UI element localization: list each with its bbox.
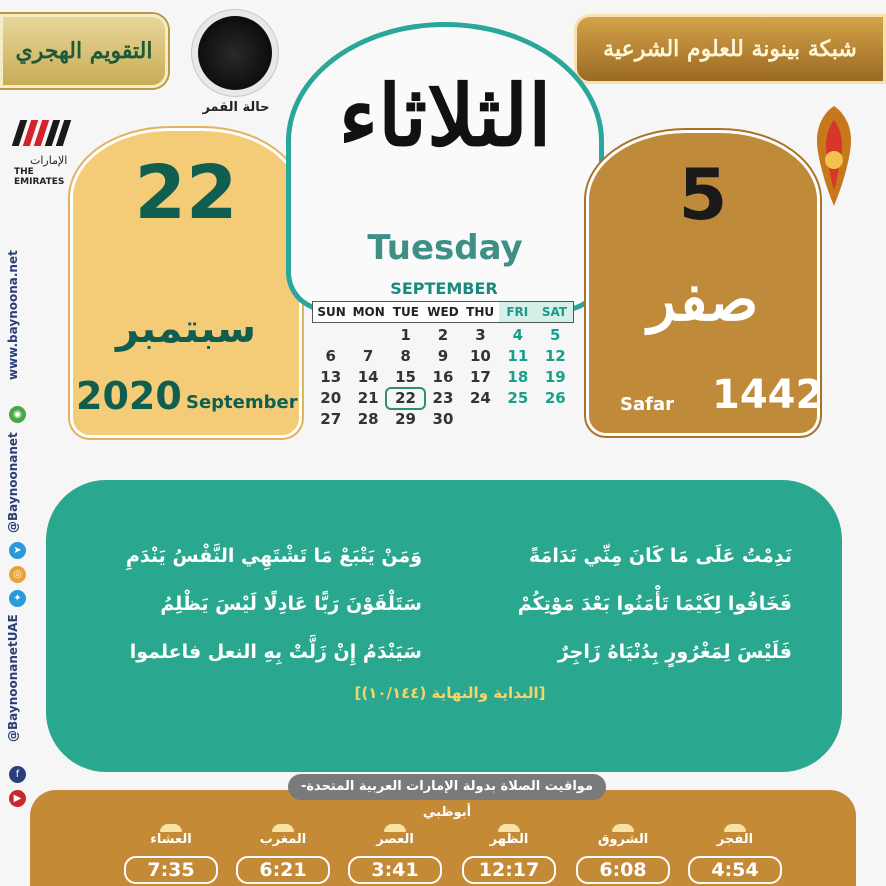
calendar-day-cell: 5 — [550, 326, 561, 344]
poem-right-column — [462, 532, 792, 676]
calendar-day-cell: 3 — [475, 326, 486, 344]
prayer-name: المغرب — [259, 832, 307, 847]
gregorian-day: 22 — [134, 150, 238, 236]
calendar-day-cell: 27 — [320, 410, 342, 428]
weekday-english: Tuesday — [367, 228, 523, 268]
calendar-day-cell: 30 — [432, 410, 454, 428]
calendar-weekday-label: TUE — [392, 305, 419, 319]
poem-verse: نَدِمْتُ عَلَى مَا كَانَ مِنِّي نَدَامَةً — [529, 545, 792, 567]
prayer-name: الفجر — [716, 832, 754, 847]
hijri-year: 1442 — [712, 372, 824, 418]
prayer-time: 6:21 — [236, 856, 330, 884]
calendar-day-cell: 20 — [320, 389, 342, 407]
calendar-weekday-header — [312, 301, 574, 323]
prayer-time: 3:41 — [348, 856, 442, 884]
calendar-day-cell — [349, 326, 386, 345]
calendar-weekday-label: MON — [352, 305, 385, 319]
calendar-day-cell: 13 — [320, 368, 342, 386]
calendar-day-cell: 28 — [357, 410, 379, 428]
hijri-month-arabic: صفر — [647, 266, 759, 334]
sun-icon — [498, 824, 520, 832]
prayer-time-item — [348, 824, 442, 884]
social-links-column — [6, 230, 30, 820]
gregorian-month-english: September — [186, 392, 298, 413]
prayer-time: 6:08 — [576, 856, 670, 884]
calendar-weekday-label: THU — [466, 305, 495, 319]
prayer-time-item — [576, 824, 670, 884]
site-name-text: شبكة بينونة للعلوم الشرعية — [603, 36, 857, 62]
calendar-day-cell: 29 — [395, 410, 416, 428]
poem-verse: فَلَيْسَ لِمَغْرُورٍ بِدُنْيَاهُ زَاجِرٌ — [557, 641, 792, 663]
prayer-name: الشروق — [597, 832, 649, 847]
calendar-day-cell: 18 — [507, 368, 529, 386]
poem-verse: سَيَنْدَمُ إِنْ زَلَّتْ بِهِ النعل فاعلموا — [129, 641, 422, 663]
prayer-name: الظهر — [489, 832, 529, 847]
gregorian-year: 2020 — [76, 374, 182, 418]
youtube-icon[interactable]: ▶ — [9, 790, 26, 807]
telegram-icon[interactable]: ➤ — [9, 542, 26, 559]
prayer-time-item — [124, 824, 218, 884]
calendar-weekday-label: FRI — [499, 302, 536, 322]
calendar-day-cell: 16 — [432, 368, 454, 386]
calendar-day-cell: 9 — [437, 347, 449, 365]
moon-phase-label: حالة القمر — [202, 100, 270, 115]
calendar-month-title: SEPTEMBER — [390, 279, 498, 298]
calendar-grid — [312, 326, 574, 429]
calendar-day-cell: 23 — [432, 389, 454, 407]
sun-icon — [724, 824, 746, 832]
prayer-time: 12:17 — [462, 856, 556, 884]
website-link[interactable]: www.baynoona.net — [6, 250, 20, 380]
calendar-day-cell: 17 — [469, 368, 491, 386]
hijri-day: 5 — [678, 154, 728, 236]
poem-verse: سَتَلْقَوْنَ رَبًّا عَادِلًا لَيْسَ يَظْلِمُ — [160, 593, 422, 615]
gregorian-month-arabic: سبتمبر — [115, 306, 257, 352]
twitter-icon[interactable]: ✦ — [9, 590, 26, 607]
calendar-weekday-label: SUN — [317, 305, 346, 319]
prayer-time-item — [462, 824, 556, 884]
hijri-calendar-badge — [0, 14, 168, 88]
calendar-day-cell: 15 — [395, 368, 416, 386]
sun-icon — [160, 824, 182, 832]
calendar-day-cell: 12 — [544, 347, 566, 365]
calendar-weekday-label: WED — [427, 305, 459, 319]
calendar-day-cell — [462, 410, 499, 429]
calendar-day-cell: 4 — [512, 326, 524, 344]
prayer-time-item — [236, 824, 330, 884]
facebook-icon[interactable]: f — [9, 766, 26, 783]
sun-icon — [384, 824, 406, 832]
calendar-day-cell: 1 — [400, 326, 411, 344]
poem-left-column — [92, 532, 422, 676]
emirates-stripes-icon — [14, 120, 84, 146]
calendar-day-cell: 11 — [507, 347, 529, 365]
weekday-arabic: الثلاثاء — [338, 66, 552, 165]
prayer-times-title: مواقيت الصلاة بدولة الإمارات العربية المتحدة- أبوظبي — [288, 774, 606, 800]
calendar-today-cell: 22 — [387, 389, 424, 408]
social-handle-1[interactable]: @Baynoonanet — [6, 432, 20, 534]
sun-icon — [612, 824, 634, 832]
prayer-name: العصر — [376, 832, 414, 847]
sun-icon — [272, 824, 294, 832]
calendar-day-cell — [312, 326, 349, 345]
hijri-calendar-badge-text: التقويم الهجري — [15, 38, 153, 64]
emirates-arabic-label: الإمارات — [30, 154, 68, 167]
calendar-day-cell: 6 — [325, 347, 336, 365]
hijri-month-english: Safar — [620, 394, 674, 415]
calendar-day-cell: 19 — [544, 368, 566, 386]
emirates-english-label: THE EMIRATES — [14, 167, 65, 187]
calendar-day-cell: 25 — [507, 389, 529, 407]
social-handle-2[interactable]: @BaynoonanetUAE — [6, 614, 20, 742]
whatsapp-icon[interactable]: ◉ — [9, 406, 26, 423]
calendar-day-cell: 7 — [362, 347, 374, 365]
poem-source: [البداية والنهاية (١٠/١٤٤)] — [354, 684, 546, 702]
poem-verse: وَمَنْ يَتْبَعْ مَا تَشْتَهِي النَّفْسُ يَنْدَمِ — [126, 545, 422, 567]
prayer-time: 7:35 — [124, 856, 218, 884]
calendar-day-cell: 2 — [437, 326, 449, 344]
poem-verse: فَخَافُوا لِكَيْمَا تَأْمَنُوا بَعْدَ مَوْتِكُمْ — [517, 593, 792, 615]
calendar-day-cell: 14 — [357, 368, 379, 386]
prayer-name: العشاء — [150, 832, 192, 847]
moon-phase-icon — [198, 16, 272, 90]
prayer-time: 4:54 — [688, 856, 782, 884]
snapchat-icon[interactable]: ◎ — [9, 566, 26, 583]
calendar-day-cell: 21 — [357, 389, 379, 407]
calendar-day-cell: 24 — [469, 389, 491, 407]
calendar-day-cell — [499, 410, 536, 429]
calendar-weekday-label: SAT — [536, 302, 573, 322]
calendar-day-cell: 26 — [544, 389, 566, 407]
calendar-day-cell: 8 — [400, 347, 411, 365]
calendar-day-cell — [537, 410, 574, 429]
calendar-day-cell: 10 — [469, 347, 491, 365]
prayer-time-item — [688, 824, 782, 884]
site-name-badge — [574, 14, 886, 84]
